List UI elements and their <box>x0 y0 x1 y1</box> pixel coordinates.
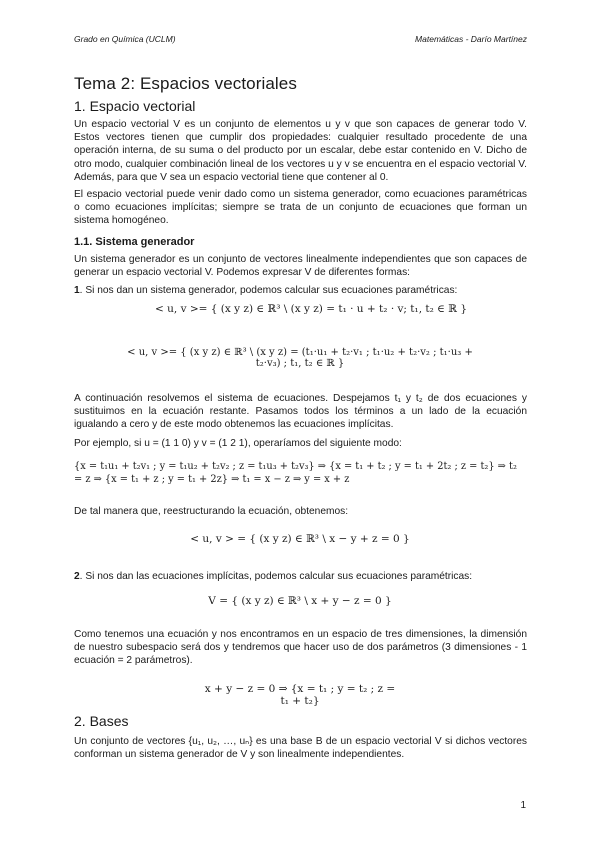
equation-example-derivation: {x = t₁u₁ + t₂v₁ ; y = t₁u₂ + t₂v₂ ; z = t₁u₃ + t₂v₃} ⇒ {x = t₁ + t₂ ; y = t₁ + 2t₂ ; z = t₂} ⇒ t₂ = z ⇒ {x = t₁ + z ; y = t₁ + 2z} ⇒ t₁ = x − z ⇒ y = x + z <box>74 461 517 485</box>
page-number: 1 <box>520 800 526 811</box>
equation-parametric-result: x + y − z = 0 ⇒ {x = t₁ ; y = t₂ ; z = t₁ + t₂} <box>204 683 396 707</box>
item-number-1: 1 <box>74 285 80 296</box>
paragraph-formas: El espacio vectorial puede venir dado como un sistema generador, como ecuaciones paramétricas o como ecuaciones implícitas; siempre se trata de un conjunto de ecuaciones que forman un sistema homogéneo. <box>74 189 527 227</box>
paragraph-sistema-generador: Un sistema generador es un conjunto de vectores linealmente independientes que son capaces de generar un espacio vectorial V. Podemos expresar V de diferentes formas: <box>74 254 527 279</box>
subsection-heading-sistema-generador: 1.1. Sistema generador <box>74 236 195 248</box>
paragraph-reestructurando: De tal manera que, reestructurando la ecuación, obtenemos: <box>74 506 349 517</box>
page-title: Tema 2: Espacios vectoriales <box>74 74 297 93</box>
equation-parametric-components: < u, v >= { (x y z) ∈ ℝ³ \ (x y z) = (t₁·u₁ + t₂·v₁ ; t₁·u₂ + t₂·v₂ ; t₁·u₃ + t₂·v₃) ; t₁, t₂ ∈ ℝ } <box>127 347 473 369</box>
paragraph-bases: Un conjunto de vectores {u₁, u₂, …, uₙ} es una base B de un espacio vectorial V si dichos vectores conforman un sistema generador de V y son linealmente independientes. <box>74 736 527 761</box>
header-course: Grado en Química (UCLM) <box>74 34 176 44</box>
item-2-text: . Si nos dan las ecuaciones implícitas, podemos calcular sus ecuaciones paramétricas: <box>79 571 473 582</box>
equation-implicit-result: < u, v > = { (x y z) ∈ ℝ³ \ x − y + z = 0 } <box>190 533 410 545</box>
item-1-text: . Si nos dan un sistema generador, podemos calcular sus ecuaciones paramétricas: <box>79 285 458 296</box>
paragraph-ejemplo: Por ejemplo, si u = (1 1 0) y v = (1 2 1), operaríamos del siguiente modo: <box>74 438 402 449</box>
item-number-2: 2 <box>74 571 80 582</box>
equation-implicit-given: V = { (x y z) ∈ ℝ³ \ x + y − z = 0 } <box>208 595 392 607</box>
paragraph-espacio-vectorial: Un espacio vectorial V es un conjunto de elementos u y v que son capaces de generar todo V. Estos vectores tienen que cumplir dos propiedades: cualquier resultado procedente de una operación interna, de su suma o del producto por un escalar, debe estar contenido en V. Dicho de otro modo, cualquier combinación lineal de los vectores u y v se encuentra en el espacio vectorial V. Además, para que V sea un espacio vectorial tiene que contener al 0. <box>74 119 527 183</box>
paragraph-item-2 <box>74 570 527 583</box>
paragraph-resolvemos: A continuación resolvemos el sistema de ecuaciones. Despejamos t₁ y t₂ de dos ecuaciones y sustituimos en la ecuación restante. Pasamos todos los términos a un lado de la ecuación igualando a cero y de este modo obtenemos las ecuaciones implícitas. <box>74 393 527 431</box>
section-heading-bases: 2. Bases <box>74 713 129 729</box>
header-author: Matemáticas - Darío Martínez <box>415 34 527 44</box>
paragraph-dimension: Como tenemos una ecuación y nos encontramos en un espacio de tres dimensiones, la dimensión de nuestro subespacio será dos y tendremos que hacer uso de dos parámetros (3 dimensiones - 1 ecuación = 2 parámetros). <box>74 629 527 667</box>
paragraph-item-1 <box>74 284 527 297</box>
section-heading-espacio-vectorial: 1. Espacio vectorial <box>74 98 196 114</box>
equation-parametric-general: < u, v >= { (x y z) ∈ ℝ³ \ (x y z) = t₁ · u + t₂ · v; t₁, t₂ ∈ ℝ } <box>155 303 468 315</box>
